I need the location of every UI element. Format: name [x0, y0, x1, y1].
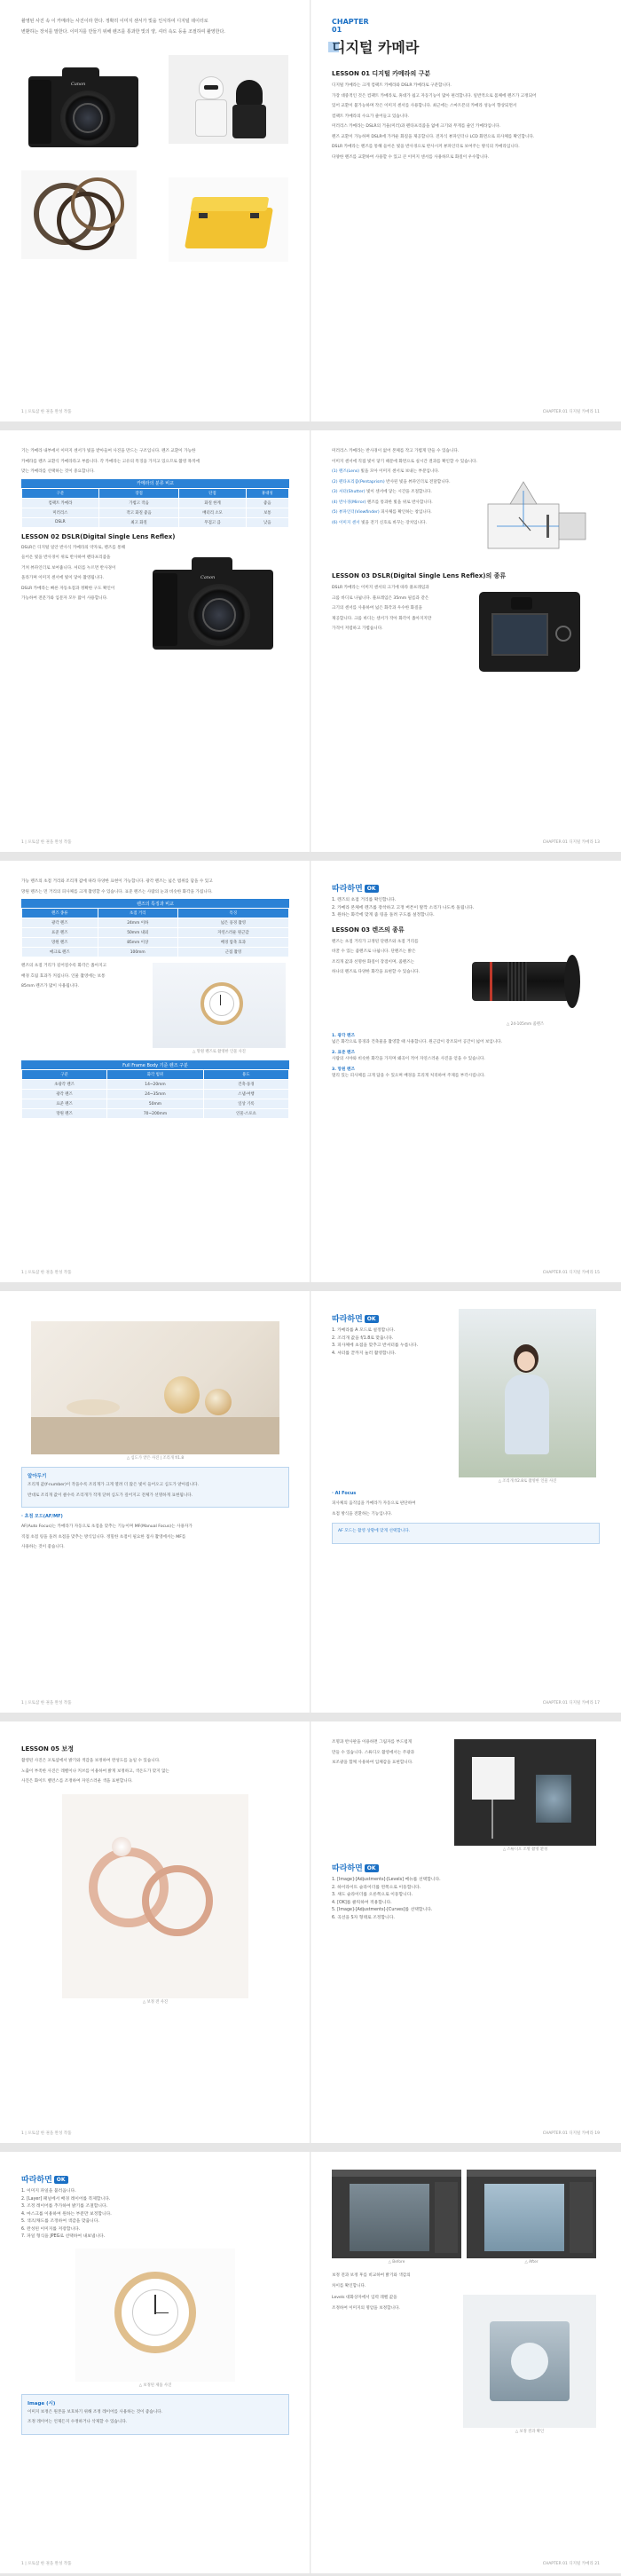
page-right: [310, 1721, 621, 2143]
page-footer: CHAPTER 01 디지털 카메라 15: [542, 1271, 600, 1275]
part-label: (6) 이미지 센서: [332, 520, 360, 525]
table-cell: 무겁고 큼: [179, 517, 246, 527]
photo-caption: △ 스튜디오 조명 촬영 환경: [502, 1847, 548, 1852]
tip-line: 반대로 조리개 값이 클수록 조리개가 작게 닫혀 심도가 깊어지고 전체가 선명하게 표현됩니다.: [28, 1493, 193, 1498]
watch-photo: [153, 963, 286, 1048]
page-footer: CHAPTER 01 디지털 카메라 21: [542, 2562, 600, 2566]
table-cell: 스냅·여행: [203, 1090, 288, 1099]
body-line: 직접 초점 링을 돌려 초점을 맞추는 방식입니다. 정밀한 초점이 필요한 접사 촬영에서는 MF를: [21, 1534, 186, 1540]
photoshop-window-before: [332, 2170, 461, 2258]
steps-column: [332, 1309, 452, 1485]
note-label: 3. 망원 렌즈: [332, 1067, 355, 1072]
table-cell: 24mm 이하: [98, 918, 177, 928]
body-line: 이미지 센서에 직접 빛이 닿기 때문에 화면으로 실시간 결과를 확인할 수 있습니다.: [332, 459, 477, 464]
page-footer: 1 | 포토샵 한 권을 완성 작품: [21, 2131, 72, 2136]
body-line: 크기의 센서를 사용하여 넓은 화각과 우수한 화질을: [332, 606, 422, 611]
body-line: 차이를 확인합니다.: [332, 2283, 366, 2288]
bracelets-photo: [21, 170, 137, 259]
tip-title: Image (시): [28, 2400, 56, 2407]
part-text: 렌즈를 통과한 빛을 위로 반사합니다.: [366, 500, 433, 505]
table-cell: 인물·스포츠: [203, 1109, 288, 1119]
body-line: DSLR 카메라는 빠른 자동초점과 정확한 구도 확인이: [21, 586, 115, 591]
full-frame-table: [21, 1060, 289, 1119]
table-cell: 가볍고 작음: [98, 498, 179, 508]
body-line: 올라가며 이미지 센서에 빛이 닿아 촬영됩니다.: [21, 576, 105, 580]
intro-line: 촬영된 사진 속 이 카메라는 사진이라 한다. 정확히 이미지 센서가 빛을 인식하여 디지털 데이터로: [21, 19, 208, 24]
table-cell: 망원 렌즈: [22, 1109, 107, 1119]
intro-text: [21, 18, 289, 35]
note-text: AF 모드는 촬영 상황에 맞게 선택합니다.: [338, 1529, 411, 1533]
body-line: 망원 렌즈는 먼 거리의 피사체를 크게 촬영할 수 있습니다. 표준 렌즈는 사람의 눈과 비슷한 화각을 가집니다.: [21, 889, 213, 894]
body-line: 조명과 반사판을 이용하면 그림자를 부드럽게: [332, 1740, 413, 1745]
step-item: 2. 조리개 값을 f/1.8로 맞춥니다.: [332, 1335, 394, 1341]
body-line: 배경 흐림 효과가 커집니다. 인물 촬영에는 보통: [21, 973, 106, 979]
section-title: · 초점 모드(AF/MF): [21, 1514, 63, 1519]
table-cell: 광각 렌즈: [22, 1090, 107, 1099]
body-line: 디지털 카메라는 크게 컴팩트 카메라와 DSLR 카메라로 구분합니다.: [332, 83, 452, 88]
table-cell: 최고 화질: [98, 517, 179, 527]
page-left: [0, 1291, 310, 1713]
step-item: 1. 렌즈의 초점 거리를 확인합니다.: [332, 898, 397, 902]
step-item: 5. 색조/채도를 조정하여 색감을 맞춥니다.: [21, 2219, 99, 2224]
body-line: 촬영된 사진은 포토샵에서 밝기와 색감을 보정하여 완성도를 높일 수 있습니다.: [21, 1759, 161, 1763]
table-cell: 작고 화질 좋음: [98, 508, 179, 517]
dslr-diagram: [470, 469, 594, 566]
page-footer: CHAPTER 01 디지털 카메라 17: [542, 1701, 600, 1706]
part-text: 반사된 빛을 뷰파인더로 전달합니다.: [386, 479, 451, 484]
table-title: 렌즈의 특징과 비교: [21, 899, 289, 908]
table-cell: 미러리스: [22, 508, 99, 517]
body-line: 하나의 렌즈로 다양한 화각을 표현할 수 있습니다.: [332, 970, 420, 974]
follow-along-title: [21, 2173, 289, 2185]
kitchen-photo: [31, 1321, 279, 1454]
ok-title-text: 따라하면: [21, 2176, 52, 2185]
table-header: 구분: [22, 488, 99, 498]
tip-line: 조리개 값(f-number)이 작을수록 조리개가 크게 열려 더 많은 빛이 들어오고 심도가 얕아집니다.: [28, 1483, 199, 1487]
table-row: [22, 1099, 289, 1109]
table-cell: 85mm 이상: [98, 938, 177, 948]
step-item: 4. 셔터를 끝까지 눌러 촬영합니다.: [332, 1351, 397, 1356]
ok-title-text: 따라하면: [332, 1315, 363, 1324]
photo-caption: △ Before: [388, 2260, 405, 2265]
body-line: 사진은 화이트 밸런스를 조정하여 자연스러운 색을 표현합니다.: [21, 1779, 133, 1784]
spread-1: [0, 0, 621, 421]
body-line: DSLR 카메라는 렌즈를 통해 들어온 빛을 반사경으로 반사시켜 뷰파인더로 보여주는 방식의 카메라입니다.: [332, 145, 520, 149]
step-item: 2. 하이라이트 슬라이더를 왼쪽으로 이동합니다.: [332, 1885, 421, 1890]
table-cell: 100mm: [98, 948, 177, 957]
lesson-title: LESSON 03 DSLR(Digital Single Lens Reflex)의 종류: [332, 572, 507, 579]
body-line: 가능하여 전문가와 입문자 모두 많이 사용합니다.: [21, 596, 108, 601]
dslr-camera-photo: Canon: [142, 545, 284, 678]
watch-product-photo: [75, 2249, 235, 2382]
page-right: [310, 1291, 621, 1713]
table-cell: 일상 기록: [203, 1099, 288, 1109]
part-label: (1) 렌즈(Lens): [332, 469, 360, 474]
spread-2: [0, 430, 621, 852]
table-row: [22, 948, 289, 957]
lesson-title: LESSON 02 DSLR(Digital Single Lens Reflex): [21, 532, 176, 540]
ok-badge: OK: [365, 1315, 379, 1323]
ok-badge: OK: [54, 2176, 68, 2184]
lesson-title: LESSON 05 보정: [21, 1745, 74, 1753]
part-item: [332, 469, 465, 476]
lesson-body: [21, 545, 135, 678]
step-item: 7. 파일 형식을 JPEG로 선택하여 내보냅니다.: [21, 2234, 106, 2239]
step-item: 4. [OK]를 클릭하여 적용합니다.: [332, 1900, 392, 1905]
chapter-title: 디지털 카메라: [332, 39, 420, 56]
chapter-accent: [328, 42, 339, 52]
part-text: 빛을 전기 신호로 바꾸는 장치입니다.: [361, 520, 427, 525]
page-footer: 1 | 포토샵 한 권을 완성 작품: [21, 1701, 72, 1706]
camera-parts-list: [332, 469, 465, 566]
table-cell: 낮음: [246, 517, 288, 527]
note-text: 멀리 있는 피사체를 크게 담을 수 있으며 배경을 흐리게 처리하여 주제를 부각시킵니다.: [332, 1074, 485, 1078]
body-line: 거쳐 뷰파인더로 보여줍니다. 셔터를 누르면 반사경이: [21, 565, 116, 571]
page-footer: CHAPTER 01 디지털 카메라 13: [542, 840, 600, 845]
part-item: [332, 500, 465, 507]
page-left: [0, 861, 310, 1282]
follow-along-title: [332, 1312, 452, 1324]
photo-caption: △ 조리개 f/2.8로 촬영한 인물 사진: [498, 1479, 557, 1484]
body-line: DSLR은 디지털 일안 반사식 카메라의 약자로, 렌즈를 통해: [21, 545, 126, 550]
body-line: 노출이 부족한 사진은 레벨이나 커브를 이용하여 밝게 보정하고, 색온도가 맞지 않는: [21, 1769, 169, 1774]
table-header-row: [22, 909, 289, 918]
tip-box: [21, 2394, 289, 2435]
photo-caption: △ 심도가 얕은 사진 | 조리개 f/1.8: [126, 1456, 185, 1461]
table-cell: 건축·풍경: [203, 1080, 288, 1090]
yellow-case-photo: [169, 177, 288, 262]
table-row: [22, 517, 289, 527]
table-cell: 50mm 내외: [98, 928, 177, 938]
body-line: 보조광을 함께 사용하여 입체감을 표현합니다.: [332, 1761, 413, 1765]
tip-box: [21, 1467, 289, 1508]
photo-caption: △ 보정된 제품 사진: [138, 2383, 172, 2388]
body-line: 미러리스 카메라는 DSLR의 거울(미러)과 펜타프리즘을 없애 크기와 무게를 줄인 카메라입니다.: [332, 124, 501, 129]
lesson-title: LESSON 01 디지털 카메라의 구분: [332, 70, 431, 77]
table-cell: 넓은 풍경 촬영: [177, 918, 288, 928]
lens-notes: [332, 1033, 600, 1080]
dslr-camera-photo: Canon: [21, 51, 145, 158]
ok-title-text: 따라하면: [332, 1864, 363, 1873]
tip-line: 조정 레이어는 언제든지 수정하거나 삭제할 수 있습니다.: [28, 2420, 128, 2424]
photo-caption: △ After: [524, 2260, 538, 2265]
table-row: [22, 938, 289, 948]
part-label: (2) 펜타프리즘(Pentaprism): [332, 479, 385, 484]
lesson-body: [332, 585, 465, 682]
step-item: 6. 완성된 이미지를 저장합니다.: [21, 2226, 81, 2232]
follow-along-title: [332, 882, 600, 894]
ok-badge: OK: [365, 1864, 379, 1872]
body-line: 조정하여 이미지의 명암을 보정합니다.: [332, 2305, 400, 2311]
table-cell: 광각 렌즈: [22, 918, 98, 928]
zoom-lens-photo: [454, 939, 596, 1020]
table-cell: 초광각 렌즈: [22, 1080, 107, 1090]
table-cell: 컴팩트 카메라: [22, 498, 99, 508]
body-line: AF(Auto Focus)는 카메라가 자동으로 초점을 맞추는 기능이며 MF(Manual Focus)는 사용자가: [21, 1524, 193, 1529]
table-header: 렌즈 종류: [22, 909, 98, 918]
table-header: 초점 거리: [98, 909, 177, 918]
after-shot: [467, 2170, 596, 2265]
page-footer: 1 | 포토샵 한 권을 완성 작품: [21, 1271, 72, 1275]
photo-caption: △ 망원 렌즈로 촬영한 인물 사진: [193, 1050, 246, 1054]
levels-note: [332, 2295, 456, 2435]
table-cell: 50mm: [107, 1099, 204, 1109]
body-line: 만들 수 있습니다. 스튜디오 촬영에서는 주광과: [332, 1750, 415, 1755]
ok-badge: OK: [365, 885, 379, 893]
intro-line: 변환하는 장치를 말한다. 이미지를 만들기 위해 렌즈를 통과한 빛의 양, 셔터 속도 등을 조절하여 촬영한다.: [21, 29, 225, 35]
step-item: 1. [Image]-[Adjustments]-[Levels] 메뉴를 선택합니다.: [332, 1878, 441, 1882]
body-line: 들어온 빛을 반사경이 위로 반사하여 펜타프리즘을: [21, 555, 111, 560]
step-item: 5. [Image]-[Adjustments]-[Curves]를 선택합니다.: [332, 1908, 433, 1912]
section-title: · AI Focus: [332, 1491, 357, 1496]
body-line: DSLR 카메라는 이미지 센서의 크기에 따라 풀프레임과: [332, 586, 429, 590]
step-item: 3. 섀도 슬라이더를 오른쪽으로 이동합니다.: [332, 1893, 413, 1897]
chapter-label: CHAPTER: [332, 18, 369, 26]
portrait-block: [459, 1309, 596, 1485]
table-cell: 매크로 렌즈: [22, 948, 98, 957]
spread-5: [0, 1721, 621, 2143]
ok-title-text: 따라하면: [332, 885, 363, 894]
table-row: [22, 1080, 289, 1090]
studio-photo: [454, 1739, 596, 1846]
note-label: 2. 표준 렌즈: [332, 1050, 355, 1055]
step-item: 6. 곡선을 S자 형태로 조정합니다.: [332, 1915, 395, 1920]
table-cell: 배경 압축 효과: [177, 938, 288, 948]
step-item: 3. 피사체에 초점을 맞추고 반셔터를 누릅니다.: [332, 1343, 419, 1348]
table-cell: 좋음: [246, 498, 288, 508]
body-line: 바꿀 수 있는 줌렌즈로 나뉩니다. 단렌즈는 밝은: [332, 949, 416, 954]
page-right: [310, 2152, 621, 2573]
table-header-row: [22, 1070, 289, 1080]
table-cell: 자연스러운 원근감: [177, 928, 288, 938]
part-label: (4) 반사경(Mirror): [332, 500, 366, 505]
table-row: [22, 1109, 289, 1119]
right-body: [332, 1739, 447, 1853]
table-cell: 화질 한계: [179, 498, 246, 508]
body-line: 피사체의 움직임을 카메라가 자동으로 판단하여: [332, 1501, 416, 1506]
part-text: 피사체를 확인하는 창입니다.: [381, 510, 432, 515]
result-block: [463, 2295, 596, 2435]
table-row: [22, 928, 289, 938]
photo-caption: △ 보정 전 사진: [142, 1999, 169, 2005]
lesson-body: [332, 83, 600, 161]
page-footer: 1 | 포토샵 한 권을 완성 작품: [21, 410, 72, 414]
body-line: 컴팩트 카메라의 수요가 줄어들고 있습니다.: [332, 114, 410, 119]
page-right: [310, 430, 621, 852]
table-row: [22, 508, 289, 517]
note-item: [332, 1067, 600, 1080]
body-line: 보정 전과 보정 후를 비교하여 밝기와 색감의: [332, 2273, 411, 2278]
step-item: 1. 이미지 파일을 불러옵니다.: [21, 2189, 76, 2194]
note-text: 사람의 시야와 비슷한 화각을 가지며 왜곡이 적어 자연스러운 사진을 얻을 수 있습니다.: [332, 1057, 485, 1061]
note-item: [332, 1050, 600, 1063]
body-line: 85mm 렌즈가 많이 사용됩니다.: [21, 984, 80, 989]
lesson-title: LESSON 03 렌즈의 종류: [332, 926, 405, 934]
page-left: [0, 1721, 310, 2143]
page-left: [0, 2152, 310, 2573]
page-right: [310, 0, 621, 421]
body-line: 제공합니다. 크롭 바디는 센서가 작아 화각이 좁아지지만: [332, 616, 432, 621]
portrait-photo: [459, 1309, 596, 1477]
camera-back-photo: [472, 585, 587, 682]
step-item: 4. 마스크를 이용하여 원하는 부분만 보정합니다.: [21, 2211, 112, 2217]
body-line: 가격이 저렴하고 가볍습니다.: [332, 626, 383, 631]
step-item: 2. 카메라 본체에 렌즈를 장착하고 고정 버튼이 딸깍 소리가 나도록 돌립니다.: [332, 905, 475, 910]
table-title: Full Frame Body 기준 렌즈 구분: [21, 1060, 289, 1069]
note-label: 1. 광각 렌즈: [332, 1033, 355, 1038]
table-cell: 24~35mm: [107, 1090, 204, 1099]
body-line: 초점 방식을 전환하는 기능입니다.: [332, 1511, 392, 1516]
follow-along-title: [332, 1862, 600, 1873]
studio-block: [454, 1739, 596, 1853]
body-line: 크롭 바디로 나뉩니다. 풀프레임은 35mm 필름과 같은: [332, 595, 429, 601]
step-item: 1. 카메라를 A 모드로 설정합니다.: [332, 1328, 396, 1333]
page-footer: 1 | 포토샵 한 권을 완성 작품: [21, 840, 72, 845]
page-footer: CHAPTER 01 디지털 카메라 19: [542, 2131, 600, 2136]
table-header: 단점: [179, 488, 246, 498]
table-cell: 70~200mm: [107, 1109, 204, 1119]
spread-4: [0, 1291, 621, 1713]
table-row: [22, 1090, 289, 1099]
table-cell: 근접 촬영: [177, 948, 288, 957]
table-header: 구분: [22, 1070, 107, 1080]
chapter-number: 01: [332, 26, 342, 34]
page-right: [310, 861, 621, 1282]
table-cell: 보통: [246, 508, 288, 517]
body-line: 가능 렌즈의 초점 거리와 조리개 값에 따라 다양한 표현이 가능합니다. 광각 렌즈는 넓은 범위를 담을 수 있고: [21, 879, 213, 884]
body-line: 카메라를 렌즈 교환식 카메라라고 부릅니다. 각 카메라는 고유의 특징을 가지고 있으므로 촬영 목적에: [21, 459, 200, 464]
lens-note: [21, 963, 145, 1055]
table-row: [22, 498, 289, 508]
table-cell: 14~20mm: [107, 1080, 204, 1090]
part-label: (3) 셔터(Shutter): [332, 490, 366, 494]
table-header-row: [22, 488, 289, 498]
body-line: 사용하는 것이 좋습니다.: [21, 1545, 65, 1549]
page-left: [0, 430, 310, 852]
body-line: 렌즈 교환이 가능하며 DSLR에 가까운 화질을 제공합니다. 전자식 뷰파인더나 LCD 화면으로 피사체를 확인합니다.: [332, 134, 535, 139]
table-header: 화각 범위: [107, 1070, 204, 1080]
body-line: 렌즈는 초점 거리가 고정된 단렌즈와 초점 거리를: [332, 939, 419, 944]
table-cell: 배터리 소모: [179, 508, 246, 517]
camera-comparison-table: [21, 479, 289, 528]
lens-table: [21, 899, 289, 957]
body-line: 다양한 렌즈를 교환하여 사용할 수 있고 큰 이미지 센서를 사용하므로 화질이 우수합니다.: [332, 154, 490, 160]
table-cell: 망원 렌즈: [22, 938, 98, 948]
note-text: 넓은 화각으로 풍경과 건축물을 촬영할 때 사용합니다. 원근감이 강조되어 공간이 넓어 보입니다.: [332, 1040, 503, 1044]
page-left: [0, 0, 310, 421]
body-line: 조리개 값과 선명한 화질이 장점이며, 줌렌즈는: [332, 959, 415, 965]
tip-title: 알아두기: [28, 1474, 47, 1479]
table-cell: DSLR: [22, 517, 99, 527]
tip-line: 이미지 보정은 원본을 보호하기 위해 조정 레이어를 사용하는 것이 좋습니다.: [28, 2409, 163, 2415]
table-row: [22, 918, 289, 928]
page-footer: 1 | 포토샵 한 권을 완성 작품: [21, 2562, 72, 2566]
page-footer: CHAPTER 01 디지털 카메라 11: [542, 410, 600, 414]
zoom-lens-block: [454, 939, 596, 1028]
photo-caption: △ 24-105mm 줌렌즈: [506, 1021, 545, 1027]
body-line: 렌즈의 초점 거리가 길어질수록 화각은 좁아지고: [21, 964, 107, 968]
note-box: [332, 1523, 600, 1544]
ring-photo: [62, 1794, 248, 1998]
step-item: 2. [Layer] 패널에서 배경 레이어를 복제합니다.: [21, 2196, 111, 2202]
table-header: 특징: [177, 909, 288, 918]
spread-3: [0, 861, 621, 1282]
lesson-body: [332, 939, 447, 1028]
table-cell: 표준 렌즈: [22, 1099, 107, 1109]
body-line: 맞는 카메라를 선택하는 것이 중요합니다.: [21, 469, 95, 474]
spread-6: [0, 2152, 621, 2573]
body-line: 있어 교환이 불가능하며 작은 이미지 센서를 사용합니다. 최근에는 스마트폰의 카메라 성능이 향상되면서: [332, 104, 517, 108]
part-text: 빛을 모아 이미지 센서로 보내는 부분입니다.: [360, 469, 440, 474]
result-photo: [463, 2295, 596, 2428]
table-header: 휴대성: [246, 488, 288, 498]
before-shot: [332, 2170, 461, 2265]
table-header: 용도: [203, 1070, 288, 1080]
table-cell: 표준 렌즈: [22, 928, 98, 938]
body-line: 미러리스 카메라는 반사경이 없어 본체를 작고 가볍게 만들 수 있습니다.: [332, 449, 460, 453]
body-line: 가장 대중적인 것은 컴팩트 카메라로, 휴대가 쉽고 자동기능이 많아 편리합니다. 일반적으로 몸체에 렌즈가 고정되어: [332, 93, 537, 98]
table-header: 장점: [98, 488, 179, 498]
toy-figures-photo: [169, 55, 288, 144]
part-text: 빛이 센서에 닿는 시간을 조절합니다.: [366, 490, 432, 494]
part-item: [332, 520, 465, 527]
photoshop-window-after: [467, 2170, 596, 2258]
body-line: Levels 대화상자에서 입력 레벨 값을: [332, 2296, 397, 2300]
body-line: 기는 카메라 내부에서 이미지 센서가 빛을 받아들여 사진을 만드는 구조입니다. 렌즈 교환이 가능한: [21, 449, 196, 453]
table-title: 카메라의 분류 비교: [21, 479, 289, 488]
part-label: (5) 뷰파인더(Viewfinder): [332, 510, 380, 515]
step-item: 3. 원하는 화각에 맞게 줌 링을 돌려 구도를 설정합니다.: [332, 913, 435, 918]
watch-photo-block: [153, 963, 286, 1055]
photo-caption: △ 보정 결과 확인: [515, 2430, 545, 2434]
part-item: [332, 489, 465, 496]
part-item: [332, 479, 465, 486]
part-item: [332, 509, 465, 516]
step-item: 3. 조정 레이어를 추가하여 밝기를 조절합니다.: [21, 2204, 108, 2209]
note-item: [332, 1033, 600, 1046]
